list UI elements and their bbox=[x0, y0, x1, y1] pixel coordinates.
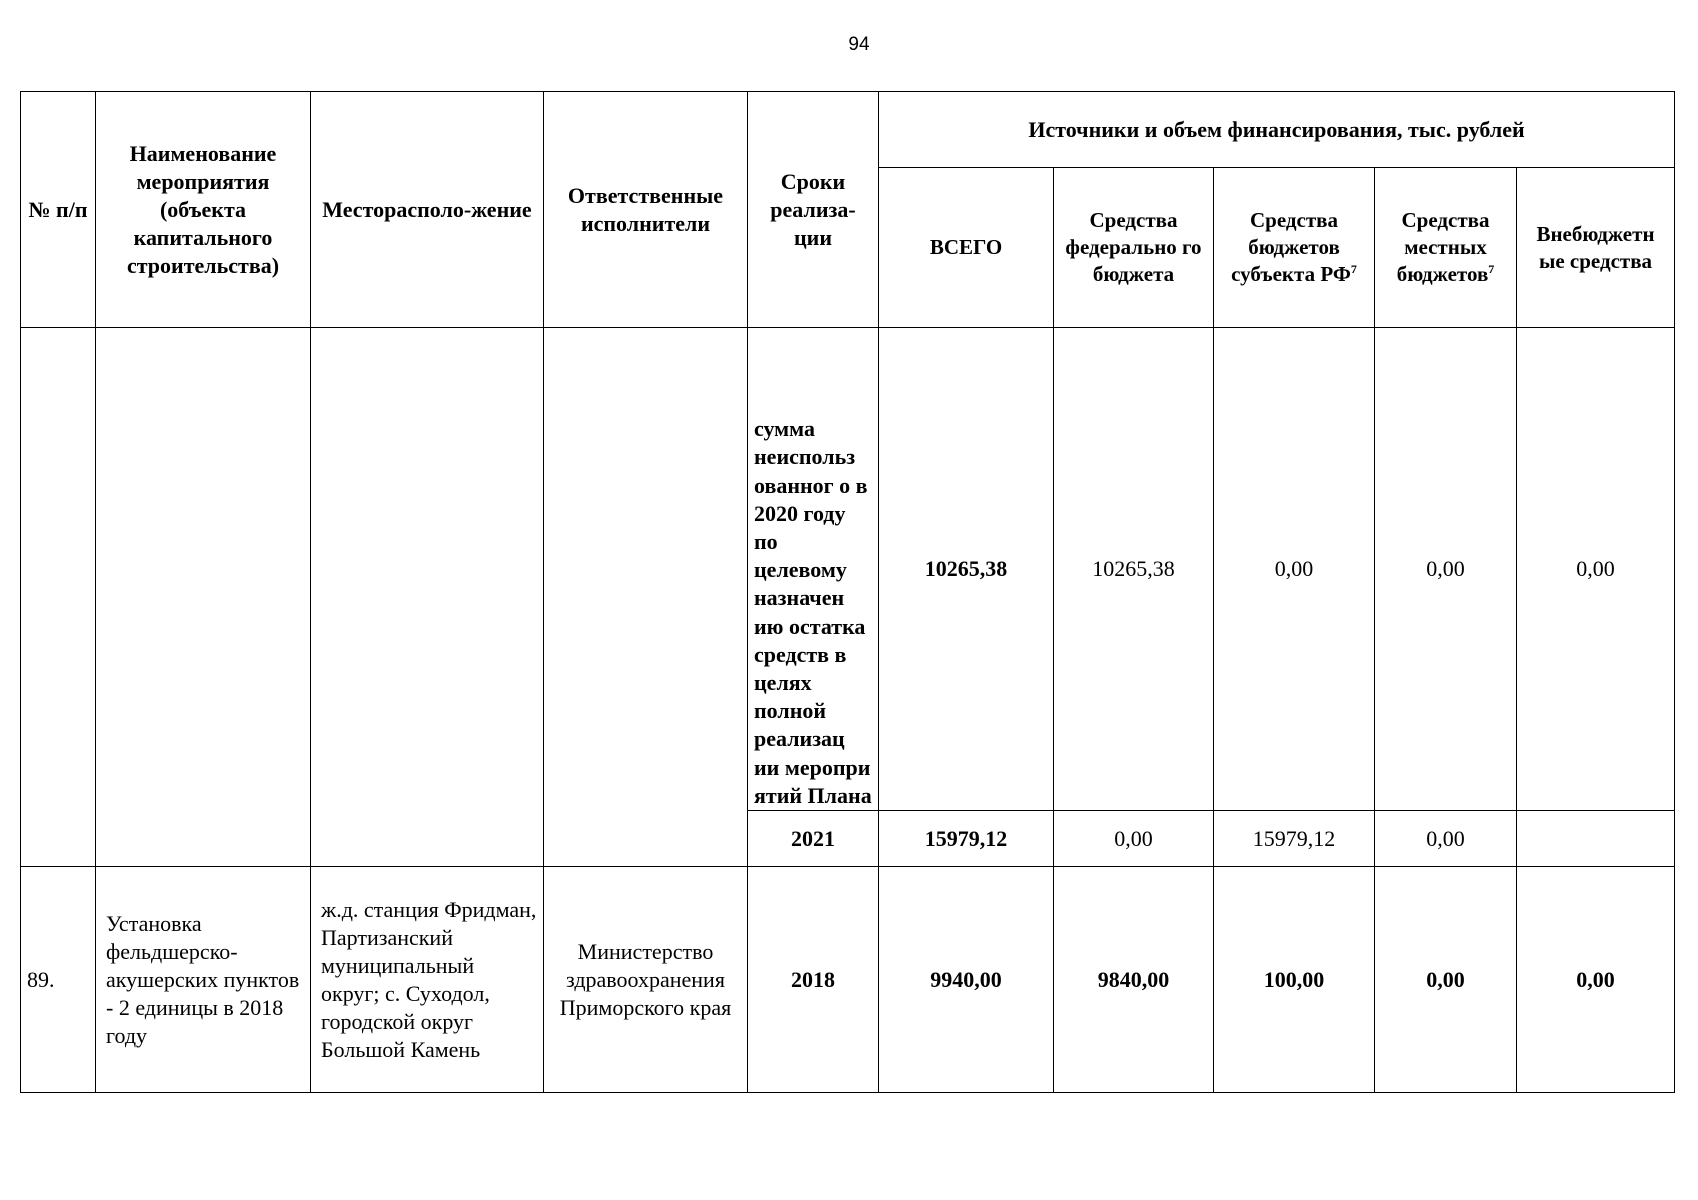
cell-total: 9940,00 bbox=[879, 867, 1054, 1093]
cell-extra: 0,00 bbox=[1517, 328, 1675, 811]
header-responsible: Ответственные исполнители bbox=[544, 92, 748, 328]
header-funding-group: Источники и объем финансирования, тыс. рублей bbox=[879, 92, 1675, 168]
header-federal: Средства федерально го бюджета bbox=[1054, 168, 1214, 328]
cell-name: Установка фельдшерско-акушерских пунктов - 2 единицы в 2018 году bbox=[96, 867, 311, 1093]
header-local bbox=[1375, 168, 1517, 328]
table-row bbox=[21, 328, 1675, 811]
cell-local: 0,00 bbox=[1375, 867, 1517, 1093]
cell-responsible: Министерство здравоохранения Приморского края bbox=[544, 867, 748, 1093]
cell-federal: 0,00 bbox=[1054, 811, 1214, 867]
cell-term: 2018 bbox=[748, 867, 879, 1093]
cell-extra: 0,00 bbox=[1517, 867, 1675, 1093]
cell-location: ж.д. станция Фридман, Партизанский муниципальный округ; с. Суходол, городской округ Большой Камень bbox=[311, 867, 544, 1093]
cell-responsible-empty bbox=[544, 328, 748, 867]
cell-subject: 100,00 bbox=[1214, 867, 1375, 1093]
cell-federal: 10265,38 bbox=[1054, 328, 1214, 811]
footnote-marker: 7 bbox=[1488, 262, 1495, 276]
cell-total: 15979,12 bbox=[879, 811, 1054, 867]
cell-local: 0,00 bbox=[1375, 328, 1517, 811]
cell-subject: 15979,12 bbox=[1214, 811, 1375, 867]
cell-term-note: сумма неиспольз ованног о в 2020 году по целевому назначен ию остатка средств в целях полной реализац ии меропри ятий Плана bbox=[748, 328, 879, 811]
cell-subject: 0,00 bbox=[1214, 328, 1375, 811]
footnote-marker: 7 bbox=[1350, 262, 1357, 276]
cell-location-empty bbox=[311, 328, 544, 867]
page-number: 94 bbox=[848, 34, 870, 55]
header-local-label: Средства местных бюджетов bbox=[1396, 208, 1490, 286]
header-row-top bbox=[21, 92, 1675, 168]
header-terms: Сроки реализа-ции bbox=[748, 92, 879, 328]
header-subject-label: Средства бюджетов субъекта РФ bbox=[1231, 208, 1351, 286]
funding-table bbox=[20, 91, 1675, 1093]
header-subject bbox=[1214, 168, 1375, 328]
cell-num: 89. bbox=[21, 867, 96, 1093]
cell-local: 0,00 bbox=[1375, 811, 1517, 867]
cell-total: 10265,38 bbox=[879, 328, 1054, 811]
cell-extra bbox=[1517, 811, 1675, 867]
cell-num-empty bbox=[21, 328, 96, 867]
table-row bbox=[21, 867, 1675, 1093]
cell-term: 2021 bbox=[748, 811, 879, 867]
cell-name-empty bbox=[96, 328, 311, 867]
header-num: № п/п bbox=[21, 92, 96, 328]
cell-federal: 9840,00 bbox=[1054, 867, 1214, 1093]
header-total: ВСЕГО bbox=[879, 168, 1054, 328]
header-name: Наименование мероприятия (объекта капитального строительства) bbox=[96, 92, 311, 328]
header-location: Месторасполо-жение bbox=[311, 92, 544, 328]
header-extra: Внебюджетн ые средства bbox=[1517, 168, 1675, 328]
